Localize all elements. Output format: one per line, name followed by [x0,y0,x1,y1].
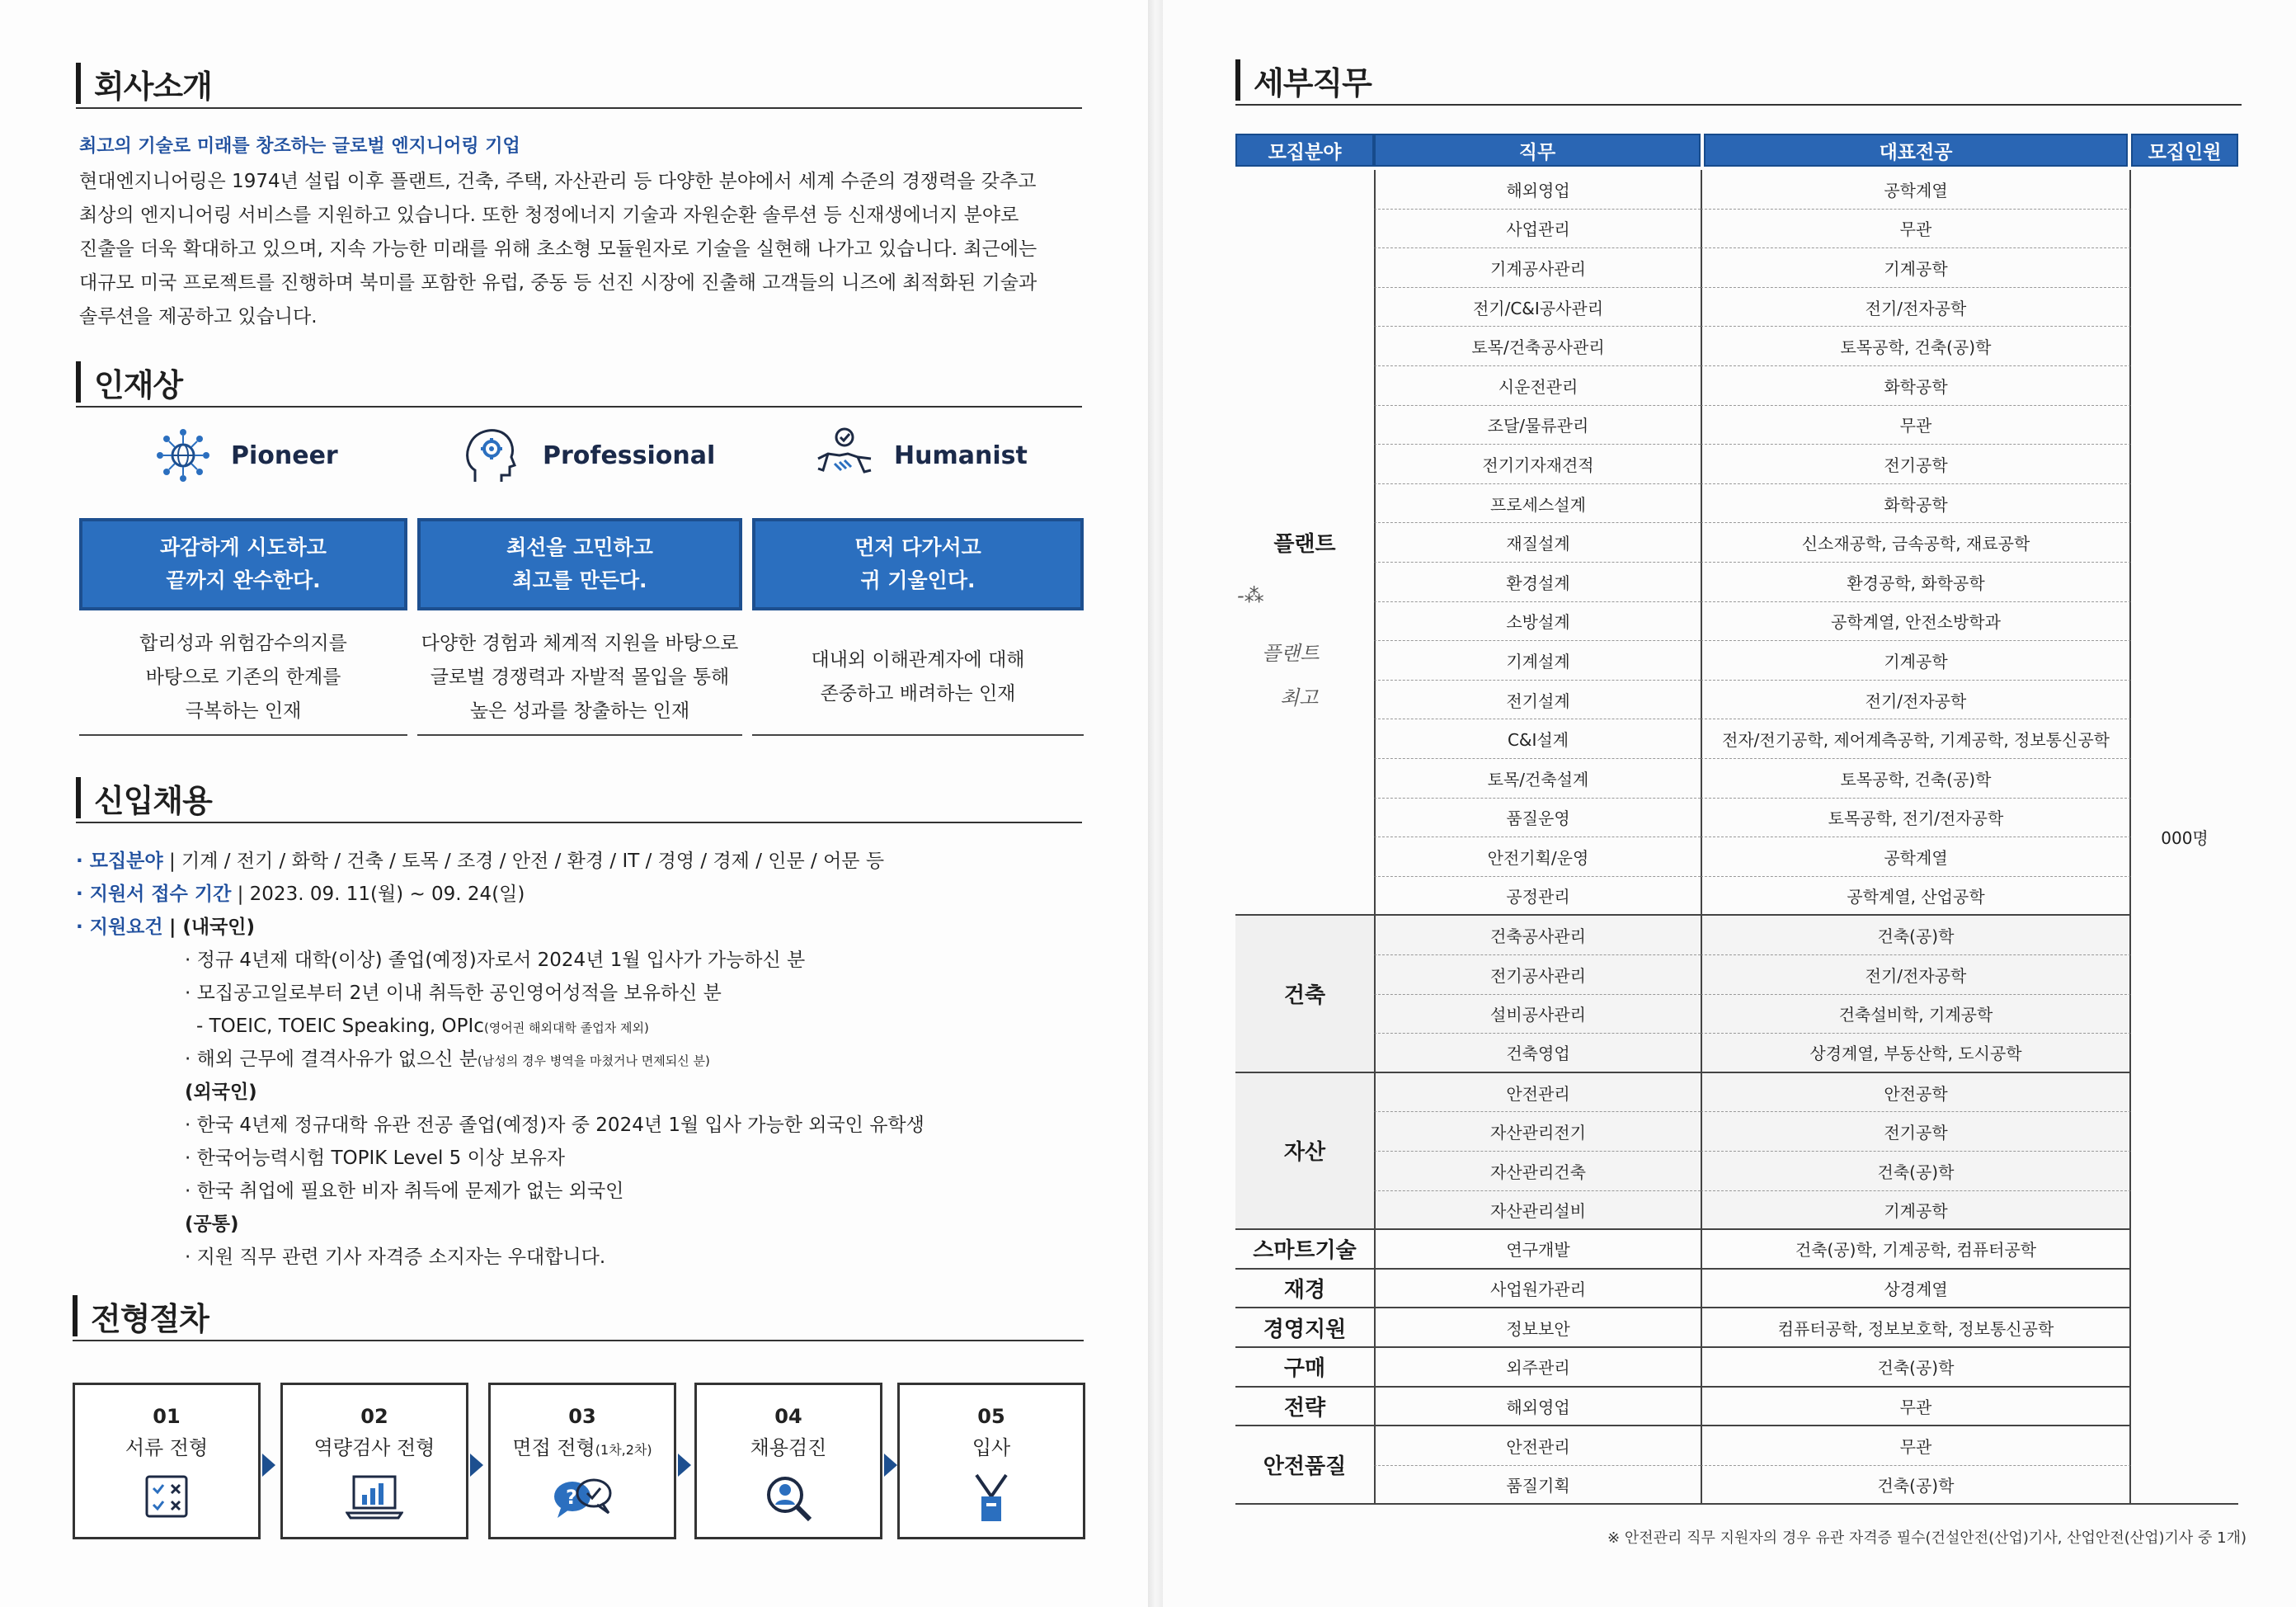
checklist-icon [142,1472,191,1521]
recruit-heading: 신입채용 [94,782,212,819]
header-field: 모집분야 [1235,134,1374,167]
category-cell: 스마트기술 [1235,1230,1374,1270]
job-cell: 공정관리 [1374,877,1701,917]
talent-humanist [815,429,1028,482]
process-step-3 [488,1383,676,1539]
major-cell: 전기공학 [1701,1112,2131,1152]
step-label-note: (1차,2차) [595,1442,652,1458]
footnote: ※ 안전관리 직무 지원자의 경우 유관 자격증 필수(건설안전(산업)기사, 산업안전(산업)기사 중 1개) [1607,1529,2247,1547]
job-cell: 전기공사관리 [1374,955,1701,995]
talent-name: Professional [543,441,716,470]
recruit-field-row [76,845,884,878]
header-headcount: 모집인원 [2131,134,2238,167]
req-line-note: (영어권 해외대학 졸업자 제외) [483,1020,649,1035]
talent-name: Pioneer [231,441,338,470]
recruit-field-value: | 기계 / 전기 / 화학 / 건축 / 토목 / 조경 / 안전 / 환경 / IT / 경영 / 경제 / 인문 / 어문 등 [168,851,885,872]
step-label: 서류 전형 [125,1436,209,1459]
major-cell: 건축(공)학, 기계공학, 컴퓨터공학 [1701,1230,2131,1270]
job-cell: 외주관리 [1374,1348,1701,1388]
process-step-1 [73,1383,261,1539]
job-cell: 자산관리설비 [1374,1191,1701,1231]
common-label: (공통) [185,1213,239,1235]
header-major: 대표전공 [1704,134,2128,167]
handshake-icon [815,426,874,485]
job-cell: C&I설계 [1374,719,1701,759]
job-cell: 토목/건축공사관리 [1374,327,1701,366]
talent-desc-line: 대내외 이해관계자에 대해 [811,649,1025,671]
category-cell: 자산 [1235,1073,1374,1230]
job-cell: 소방설계 [1374,602,1701,642]
major-cell: 무관 [1701,1426,2131,1466]
job-cell: 건축공사관리 [1374,916,1701,955]
talent-box-line: 끝까지 완수한다. [166,568,321,592]
job-cell: 건축영업 [1374,1034,1701,1073]
id-badge-icon [967,1472,1016,1525]
job-cell: 품질운영 [1374,799,1701,838]
req-line: · 지원 직무 관련 기사 자격증 소지자는 우대합니다. [185,1246,606,1268]
speech-bubbles-icon [549,1472,615,1521]
category-cell: 전략 [1235,1388,1374,1427]
job-cell: 자산관리건축 [1374,1152,1701,1191]
process-step-2 [280,1383,468,1539]
step-arrow [678,1454,691,1477]
svg-text:?: ? [566,1486,577,1509]
process-step-4 [694,1383,882,1539]
job-cell: 해외영업 [1374,170,1701,210]
talent-desc-pioneer [79,620,407,736]
major-cell: 안전공학 [1701,1073,2131,1113]
step-arrow [470,1454,483,1477]
major-cell: 기계공학 [1701,248,2131,288]
major-cell: 상경계열 [1701,1270,2131,1309]
job-cell: 안전관리 [1374,1073,1701,1113]
req-line-note: (남성의 경우 병역을 마쳤거나 면제되신 분) [477,1053,710,1068]
major-cell: 신소재공학, 금속공학, 재료공학 [1701,523,2131,563]
category-cell: 건축 [1235,916,1374,1072]
major-cell: 무관 [1701,210,2131,249]
recruit-period-value: | 2023. 09. 11(월) ~ 09. 24(일) [237,884,525,905]
major-cell: 공학계열 [1701,170,2131,210]
job-cell: 환경설계 [1374,563,1701,602]
talent-name: Humanist [894,441,1028,470]
major-cell: 화학공학 [1701,484,2131,524]
laptop-chart-icon [346,1472,403,1521]
step-number: 03 [568,1405,596,1428]
recruit-period-row [76,878,525,911]
job-cell: 조달/물류관리 [1374,406,1701,445]
job-cell: 사업원가관리 [1374,1270,1701,1309]
major-cell: 건축설비학, 기계공학 [1701,995,2131,1034]
major-cell: 공학계열, 산업공학 [1701,877,2131,917]
job-cell: 기계공사관리 [1374,248,1701,288]
company-description [79,165,1085,334]
talent-box-line: 최선을 고민하고 [506,535,653,559]
major-cell: 건축(공)학 [1701,916,2131,955]
major-cell: 공학계열 [1701,837,2131,877]
step-label: 채용검진 [750,1436,827,1459]
page-fold [1148,0,1163,1607]
section-process-title [73,1292,1084,1341]
foreign-label: (외국인) [185,1082,257,1103]
magnifier-person-icon [762,1472,815,1525]
talent-desc-line: 다양한 경험과 체계적 지원을 바탕으로 [421,632,739,654]
major-cell: 전기/전자공학 [1701,955,2131,995]
step-label: 역량검사 전형 [313,1436,435,1459]
talent-desc-line: 글로벌 경쟁력과 자발적 몰입을 통해 [430,666,730,688]
major-cell: 상경계열, 부동산학, 도시공학 [1701,1034,2131,1073]
req-line-text: · 해외 근무에 결격사유가 없으신 분 [185,1049,478,1070]
job-cell: 재질설계 [1374,523,1701,563]
category-cell: 구매 [1235,1348,1374,1388]
talent-box-humanist [752,518,1084,610]
job-cell: 토목/건축설계 [1374,759,1701,799]
step-label [491,1431,674,1460]
step-arrow [884,1454,897,1477]
step-number: 01 [153,1405,181,1428]
recruit-field-label: · 모집분야 [76,851,163,872]
category-cell: 플랜트 [1235,170,1374,916]
major-cell: 컴퓨터공학, 정보보호학, 정보통신공학 [1701,1308,2131,1348]
job-cell: 정보보안 [1374,1308,1701,1348]
talent-professional [460,429,715,482]
talent-desc-line: 존중하고 배려하는 인재 [820,683,1016,705]
major-cell: 무관 [1701,406,2131,445]
recruit-req-domestic: | (내국인) [168,917,256,938]
talent-desc-humanist [752,620,1084,736]
talent-box-line: 귀 기울인다. [860,568,976,592]
req-line-text: - TOEIC, TOEIC Speaking, OPIc [196,1016,484,1037]
major-cell: 건축(공)학 [1701,1152,2131,1191]
talent-desc-line: 극복하는 인재 [185,700,302,722]
headcount-value: 000명 [2161,828,2209,848]
recruit-req-row [76,911,255,944]
talent-pioneer [155,429,338,482]
company-line: 최상의 엔지니어링 서비스를 지원하고 있습니다. 또한 청정에너지 기술과 자원순환 솔루션 등 신재생에너지 분야로 [79,205,1019,226]
category-cell: 재경 [1235,1270,1374,1309]
talent-box-line: 과감하게 시도하고 [160,535,327,559]
section-jobs-title [1235,56,2242,106]
talent-box-professional [417,518,742,610]
company-line: 현대엔지니어링은 1974년 설립 이후 플랜트, 건축, 주택, 자산관리 등 다양한 분야에서 세계 수준의 경쟁력을 갖추고 [79,171,1037,192]
job-cell: 설비공사관리 [1374,995,1701,1034]
header-job: 직무 [1374,134,1701,167]
major-cell: 전기/전자공학 [1701,681,2131,720]
job-cell: 사업관리 [1374,210,1701,249]
job-cell: 연구개발 [1374,1230,1701,1270]
section-talent-title [76,358,1082,408]
head-gear-icon [460,424,523,487]
company-heading: 회사소개 [94,68,212,105]
job-cell: 전기설계 [1374,681,1701,720]
step-label-text: 면접 전형 [512,1436,595,1459]
step-number: 02 [360,1405,388,1428]
major-cell: 기계공학 [1701,641,2131,681]
job-cell: 프로세스설계 [1374,484,1701,524]
major-cell: 화학공학 [1701,366,2131,406]
talent-box-line: 최고를 만든다. [512,568,647,592]
recruit-period-label: · 지원서 접수 기간 [76,884,232,905]
major-cell: 무관 [1701,1388,2131,1427]
handwritten-note: -⁂ [1237,584,1264,607]
major-cell: 기계공학 [1701,1191,2131,1231]
major-cell: 토목공학, 건축(공)학 [1701,327,2131,366]
category-cell: 안전품질 [1235,1426,1374,1505]
section-company-title [76,59,1082,109]
job-cell: 기계설계 [1374,641,1701,681]
category-cell: 경영지원 [1235,1308,1374,1348]
company-line: 대규모 미국 프로젝트를 진행하며 북미를 포함한 유럽, 중동 등 선진 시장에 진출해 고객들의 니즈에 최적화된 기술과 [79,272,1037,294]
job-cell: 전기/C&I공사관리 [1374,288,1701,328]
req-line [185,1043,710,1077]
req-line: · 정규 4년제 대학(이상) 졸업(예정)자로서 2024년 1월 입사가 가능하신 분 [185,950,806,971]
job-cell: 안전관리 [1374,1426,1701,1466]
req-line: · 모집공고일로부터 2년 이내 취득한 공인영어성적을 보유하신 분 [185,983,722,1004]
major-cell: 공학계열, 안전소방학과 [1701,602,2131,642]
handwritten-note: 플랜트 [1262,642,1320,665]
job-cell: 전기기자재견적 [1374,445,1701,484]
major-cell: 건축(공)학 [1701,1348,2131,1388]
talent-desc-line: 합리성과 위험감수의지를 [139,632,347,654]
section-recruit-title [76,774,1082,823]
company-line: 진출을 더욱 확대하고 있으며, 지속 가능한 미래를 위해 초소형 모듈원자로 기술을 실현해 나가고 있습니다. 최근에는 [79,238,1037,260]
jobs-heading: 세부직무 [1254,64,1371,101]
globe-network-icon [155,427,211,483]
handwritten-note: 최고 [1280,686,1319,709]
major-cell: 건축(공)학 [1701,1466,2131,1506]
job-cell: 해외영업 [1374,1388,1701,1427]
req-line: · 한국 4년제 정규대학 유관 전공 졸업(예정)자 중 2024년 1월 입사 가능한 외국인 유학생 [185,1115,925,1136]
req-line: · 한국어능력시험 TOPIK Level 5 이상 보유자 [185,1148,566,1169]
company-line: 솔루션을 제공하고 있습니다. [79,306,318,328]
talent-heading: 인재상 [94,366,183,403]
talent-desc-line: 높은 성과를 창출하는 인재 [469,700,690,722]
major-cell: 전기/전자공학 [1701,288,2131,328]
job-cell: 안전기획/운영 [1374,837,1701,877]
major-cell: 전자/전기공학, 제어계측공학, 기계공학, 정보통신공학 [1701,719,2131,759]
req-line: · 한국 취업에 필요한 비자 취득에 문제가 없는 외국인 [185,1181,624,1202]
process-step-5 [897,1383,1085,1539]
job-cell: 자산관리전기 [1374,1112,1701,1152]
major-cell: 전기공학 [1701,445,2131,484]
step-number: 04 [774,1405,802,1428]
major-cell: 환경공학, 화학공학 [1701,563,2131,602]
major-cell: 토목공학, 건축(공)학 [1701,759,2131,799]
talent-box-pioneer [79,518,407,610]
step-label: 입사 [972,1436,1011,1459]
company-subtitle: 최고의 기술로 미래를 창조하는 글로벌 엔지니어링 기업 [79,136,520,157]
job-cell: 품질기획 [1374,1466,1701,1506]
job-cell: 시운전관리 [1374,366,1701,406]
req-line [196,1010,649,1044]
talent-desc-professional [417,620,742,736]
step-number: 05 [977,1405,1005,1428]
talent-box-line: 먼저 다가서고 [854,535,981,559]
recruit-req-label: · 지원요건 [76,917,163,938]
talent-desc-line: 바탕으로 기존의 한계를 [145,666,341,688]
process-heading: 전형절차 [91,1300,209,1337]
major-cell: 토목공학, 전기/전자공학 [1701,799,2131,838]
step-arrow [262,1454,275,1477]
